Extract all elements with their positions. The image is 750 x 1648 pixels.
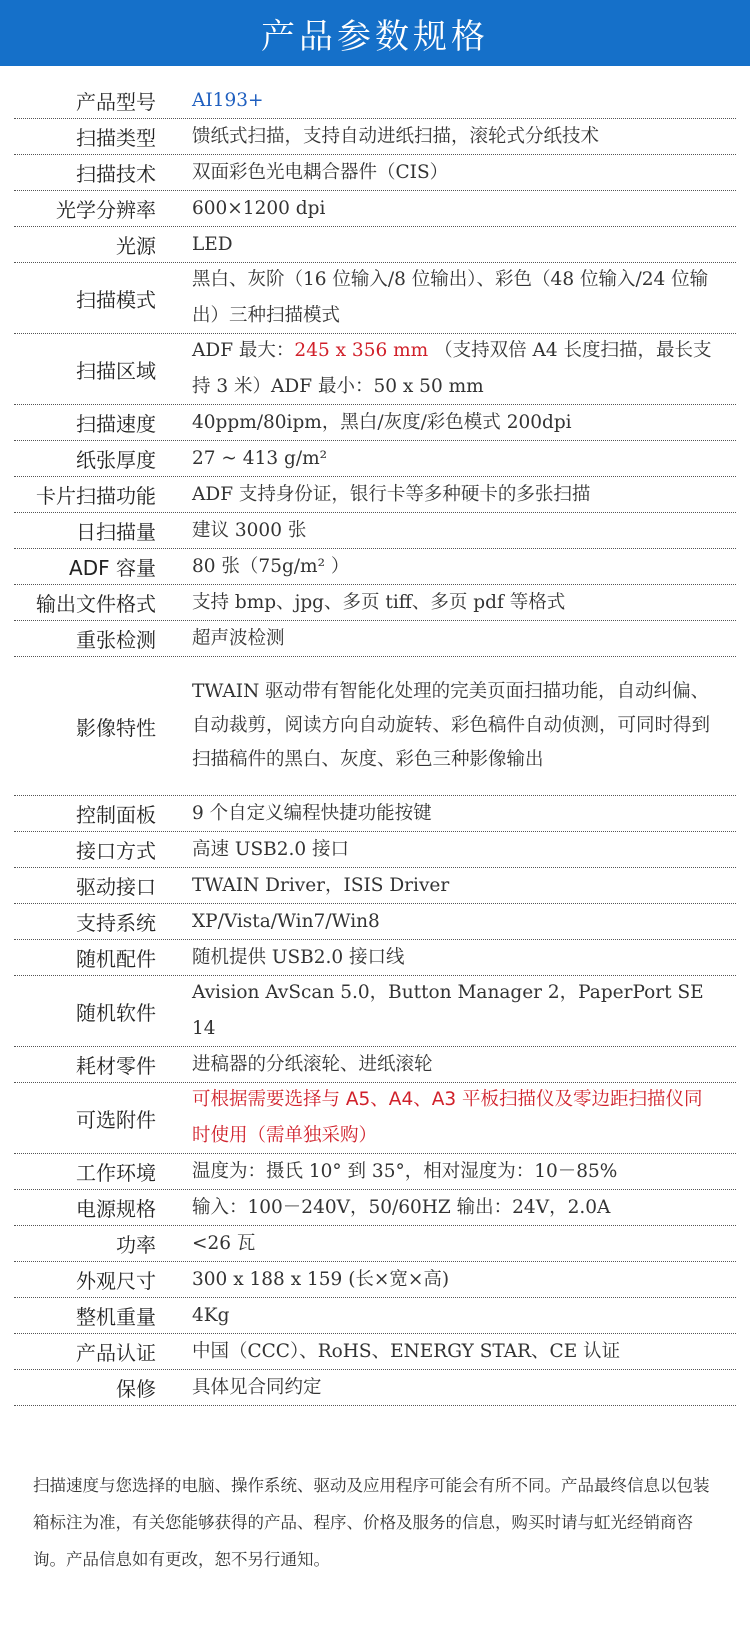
- spec-value: ADF 支持身份证，银行卡等多种硬卡的多张扫描: [192, 483, 591, 505]
- page-title: 产品参数规格: [261, 16, 489, 57]
- spec-row-daily-volume: [14, 513, 736, 549]
- header-banner: [0, 0, 750, 66]
- spec-label: 纸张厚度: [76, 448, 156, 472]
- spec-label: 扫描模式: [76, 287, 156, 312]
- spec-label: 重张检测: [76, 628, 156, 652]
- spec-label: 可选附件: [76, 1107, 156, 1132]
- spec-row-control-panel: [14, 796, 736, 832]
- spec-row-warranty: [14, 1370, 736, 1406]
- spec-value: TWAIN Driver，ISIS Driver: [192, 874, 450, 896]
- spec-label: 产品认证: [76, 1341, 156, 1365]
- spec-label: 接口方式: [76, 839, 156, 863]
- spec-row-scan-speed: [14, 405, 736, 441]
- spec-value: 进稿器的分纸滚轮、进纸滚轮: [192, 1053, 433, 1075]
- spec-row-os: [14, 904, 736, 940]
- spec-table: [14, 83, 736, 1406]
- spec-value: 可根据需要选择与 A5、A4、A3 平板扫描仪及零边距扫描仪同时使用（需单独采购）: [192, 1089, 703, 1146]
- spec-row-certification: [14, 1334, 736, 1370]
- spec-label: 随机软件: [76, 1000, 156, 1025]
- spec-value: 温度为：摄氏 10° 到 35°，相对湿度为：10－85%: [192, 1160, 618, 1182]
- spec-label: 输出文件格式: [36, 592, 156, 616]
- spec-row-image-features: [14, 657, 736, 796]
- spec-row-scan-area: [14, 334, 736, 405]
- spec-row-light-source: [14, 227, 736, 263]
- spec-label: 工作环境: [76, 1161, 156, 1185]
- spec-row-double-feed: [14, 621, 736, 657]
- spec-label: 电源规格: [76, 1197, 156, 1221]
- spec-value: 输入：100－240V，50/60HZ 输出：24V，2.0A: [192, 1196, 611, 1218]
- spec-label: 整机重量: [76, 1305, 156, 1329]
- scan-area-max-size: 245 x 356 mm: [294, 340, 429, 361]
- spec-value: 双面彩色光电耦合器件（CIS）: [192, 161, 449, 183]
- spec-label: 外观尺寸: [76, 1269, 156, 1293]
- spec-label: 影像特性: [76, 715, 156, 740]
- spec-row-accessories: [14, 940, 736, 976]
- spec-value: [184, 334, 736, 404]
- spec-row-card-scan: [14, 477, 736, 513]
- spec-value: 建议 3000 张: [192, 519, 307, 541]
- spec-label: 随机配件: [76, 947, 156, 971]
- spec-value: 27 ~ 413 g/m²: [192, 447, 328, 469]
- spec-value: 4Kg: [192, 1304, 230, 1326]
- spec-value: 支持 bmp、jpg、多页 tiff、多页 pdf 等格式: [192, 591, 566, 613]
- spec-value: Avision AvScan 5.0，Button Manager 2，PaperPort SE 14: [192, 982, 704, 1039]
- spec-value: 随机提供 USB2.0 接口线: [192, 946, 405, 968]
- spec-label: 控制面板: [76, 803, 156, 827]
- spec-row-resolution: [14, 191, 736, 227]
- spec-value: AI193+: [192, 89, 264, 111]
- spec-row-scan-type: [14, 119, 736, 155]
- spec-label: ADF 容量: [69, 556, 156, 580]
- spec-row-model: [14, 83, 736, 119]
- spec-label: 扫描技术: [76, 162, 156, 186]
- spec-row-adf-capacity: [14, 549, 736, 585]
- spec-value: 300 x 188 x 159 (长×宽×高): [192, 1268, 450, 1290]
- spec-row-paper-thickness: [14, 441, 736, 477]
- spec-value: 具体见合同约定: [192, 1376, 322, 1398]
- spec-value: 超声波检测: [192, 627, 285, 649]
- spec-value: 黑白、灰阶（16 位输入/8 位输出）、彩色（48 位输入/24 位输出）三种扫描模式: [192, 269, 709, 326]
- spec-row-power: [14, 1226, 736, 1262]
- footer-note: 扫描速度与您选择的电脑、操作系统、驱动及应用程序可能会有所不同。产品最终信息以包装箱标注为准，有关您能够获得的产品、程序、价格及服务的信息，购买时请与虹光经销商咨询。产品信息如有更改，恕不另行通知。: [33, 1476, 710, 1569]
- spec-value: TWAIN 驱动带有智能化处理的完美页面扫描功能，自动纠偏、自动裁剪，阅读方向自动旋转、彩色稿件自动侦测，可同时得到扫描稿件的黑白、灰度、彩色三种影像输出: [192, 681, 711, 770]
- spec-label: 光学分辨率: [56, 198, 156, 222]
- spec-row-power-spec: [14, 1190, 736, 1226]
- spec-row-scan-mode: [14, 263, 736, 334]
- spec-row-output-format: [14, 585, 736, 621]
- spec-label: 光源: [116, 234, 156, 258]
- spec-row-scan-tech: [14, 155, 736, 191]
- spec-value: XP/Vista/Win7/Win8: [192, 910, 380, 932]
- spec-label: 产品型号: [76, 90, 156, 114]
- spec-value: 馈纸式扫描，支持自动进纸扫描，滚轮式分纸技术: [192, 125, 600, 147]
- spec-row-environment: [14, 1154, 736, 1190]
- spec-label: 驱动接口: [76, 875, 156, 899]
- spec-row-optional-accessories: [14, 1083, 736, 1154]
- spec-value: 中国（CCC）、RoHS、ENERGY STAR、CE 认证: [192, 1340, 621, 1362]
- scan-area-suffix: （支持双倍 A4 长度扫描，最长支持 3 米）ADF 最小：50 x 50 mm: [192, 340, 712, 397]
- spec-label: 日扫描量: [76, 520, 156, 544]
- spec-value: LED: [192, 233, 233, 255]
- spec-value: 9 个自定义编程快捷功能按键: [192, 802, 432, 824]
- spec-row-weight: [14, 1298, 736, 1334]
- scan-area-prefix: ADF 最大：: [192, 340, 295, 361]
- spec-value: 高速 USB2.0 接口: [192, 838, 350, 860]
- spec-label: 支持系统: [76, 911, 156, 935]
- spec-value: 80 张（75g/m² ）: [192, 555, 350, 577]
- spec-row-dimensions: [14, 1262, 736, 1298]
- spec-value: <26 瓦: [192, 1232, 256, 1254]
- spec-row-interface: [14, 832, 736, 868]
- spec-label: 功率: [116, 1233, 156, 1257]
- spec-label: 耗材零件: [76, 1054, 156, 1078]
- spec-label: 扫描类型: [76, 126, 156, 150]
- spec-row-software: [14, 976, 736, 1047]
- spec-row-driver: [14, 868, 736, 904]
- spec-label: 保修: [116, 1377, 156, 1401]
- spec-label: 扫描速度: [76, 412, 156, 436]
- spec-value: 40ppm/80ipm，黑白/灰度/彩色模式 200dpi: [192, 411, 572, 433]
- spec-row-consumables: [14, 1047, 736, 1083]
- spec-value: 600×1200 dpi: [192, 197, 326, 219]
- spec-label: 扫描区域: [76, 358, 156, 383]
- spec-label: 卡片扫描功能: [36, 484, 156, 508]
